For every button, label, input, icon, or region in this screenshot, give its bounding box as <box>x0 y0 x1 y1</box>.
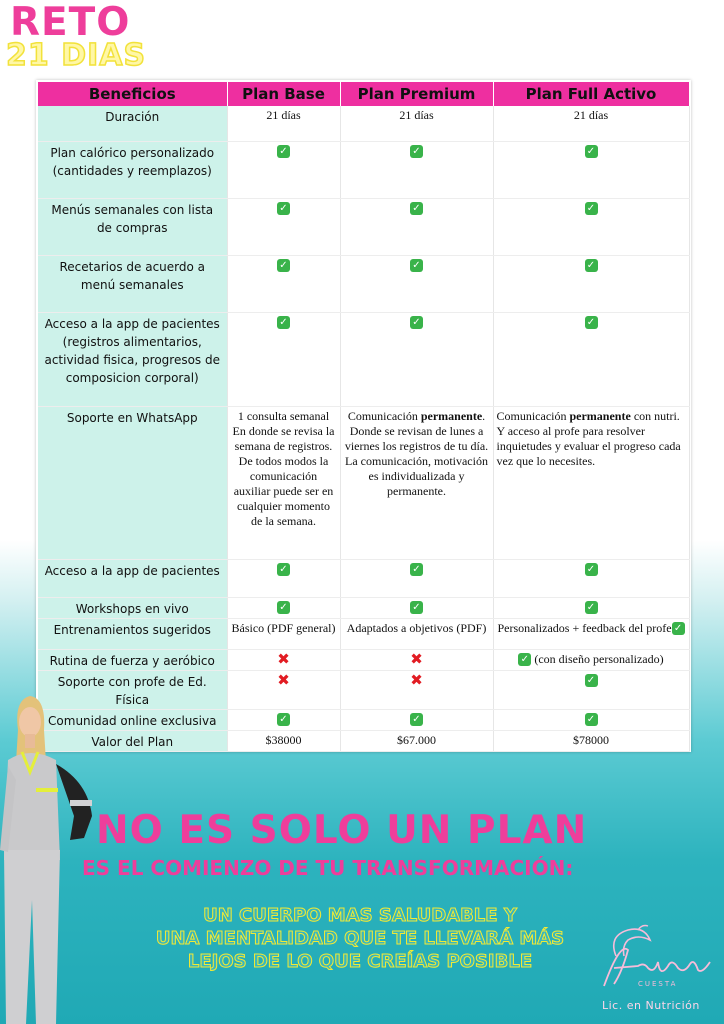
check-box-icon: ✓ <box>410 713 423 726</box>
slogan-line: LEJOS DE LO QUE CREÍAS POSIBLE <box>187 951 533 972</box>
cell-plan-base <box>227 649 340 670</box>
table-row <box>38 312 689 406</box>
table-row <box>38 141 689 198</box>
check-box-icon: ✓ <box>410 145 423 158</box>
table-row <box>38 106 689 141</box>
cell-plan-base: $38000 <box>227 730 340 751</box>
cell-plan-full-activo <box>493 670 689 709</box>
check-box-icon: ✓ <box>277 713 290 726</box>
cell-plan-base <box>227 670 340 709</box>
table-row <box>38 255 689 312</box>
cross-icon: ✖ <box>410 650 423 669</box>
table-row <box>38 597 689 618</box>
cell-plan-premium: $67.000 <box>340 730 493 751</box>
table-row <box>38 730 689 751</box>
check-box-icon: ✓ <box>585 259 598 272</box>
plans-comparison-table <box>36 80 691 752</box>
benefit-label: Valor del Plan <box>38 730 227 751</box>
benefit-label: Acceso a la app de pacientes <box>38 559 227 597</box>
benefit-label: Workshops en vivo <box>38 597 227 618</box>
cell-plan-base: 21 días <box>227 106 340 141</box>
cell-plan-premium: Comunicación permanente. Donde se revisan de lunes a viernes los registros de tu día. La comunicación, motivación es individualizada y permanente. <box>340 406 493 559</box>
svg-text:CUESTA: CUESTA <box>638 980 678 988</box>
check-box-icon: ✓ <box>585 316 598 329</box>
check-box-icon: ✓ <box>585 563 598 576</box>
check-box-icon: ✓ <box>277 316 290 329</box>
cell-plan-premium <box>340 198 493 255</box>
check-box-icon: ✓ <box>410 601 423 614</box>
cell-plan-full-activo <box>493 709 689 730</box>
headline: NO ES SOLO UN PLAN <box>96 808 588 853</box>
cell-plan-premium <box>340 597 493 618</box>
nutritionist-photo <box>0 690 100 1024</box>
cell-plan-base: 1 consulta semanal En donde se revisa la semana de registros. De todos modos la comunicación auxiliar puede ser en cualquier momento de la semana. <box>227 406 340 559</box>
check-box-icon: ✓ <box>277 601 290 614</box>
cell-plan-base <box>227 559 340 597</box>
slogan-line: UNA MENTALIDAD QUE TE LLEVARÁ MÁS <box>155 928 565 949</box>
cell-plan-full-activo <box>493 255 689 312</box>
table-row <box>38 406 689 559</box>
check-box-icon: ✓ <box>410 202 423 215</box>
cell-plan-full-activo: ✓ (con diseño personalizado) <box>493 649 689 670</box>
cross-icon: ✖ <box>277 650 290 669</box>
benefit-label: Duración <box>38 106 227 141</box>
check-box-icon: ✓ <box>585 601 598 614</box>
benefit-label: Rutina de fuerza y aeróbico <box>38 649 227 670</box>
check-box-icon: ✓ <box>518 653 531 666</box>
cell-plan-full-activo <box>493 141 689 198</box>
cell-plan-premium <box>340 649 493 670</box>
cross-icon: ✖ <box>410 671 423 690</box>
subheadline: ES EL COMIENZO DE TU TRANSFORMACIÓN: <box>82 856 574 880</box>
slogan <box>100 904 620 973</box>
benefit-label: Soporte en WhatsApp <box>38 406 227 559</box>
page-subtitle: 21 DIAS <box>6 38 147 73</box>
check-box-icon: ✓ <box>410 563 423 576</box>
cell-plan-premium <box>340 312 493 406</box>
table-header-row <box>38 82 689 106</box>
cell-plan-full-activo: Personalizados + feedback del profe ✓ <box>493 618 689 649</box>
table-row <box>38 618 689 649</box>
cell-plan-full-activo: 21 días <box>493 106 689 141</box>
cell-plan-base <box>227 709 340 730</box>
column-header-benefits: Beneficios <box>38 82 227 106</box>
table-row <box>38 649 689 670</box>
cell-plan-full-activo <box>493 559 689 597</box>
license-label: Lic. en Nutrición <box>602 999 700 1012</box>
cross-icon: ✖ <box>277 671 290 690</box>
table-row <box>38 559 689 597</box>
check-box-icon: ✓ <box>277 202 290 215</box>
cell-plan-premium <box>340 709 493 730</box>
check-box-icon: ✓ <box>277 259 290 272</box>
check-box-icon: ✓ <box>585 145 598 158</box>
check-box-icon: ✓ <box>585 202 598 215</box>
benefit-label: Plan calórico personalizado (cantidades y reemplazos) <box>38 141 227 198</box>
table-row <box>38 198 689 255</box>
cell-plan-base: Básico (PDF general) <box>227 618 340 649</box>
benefit-label: Soporte con profe de Ed. Física <box>38 670 227 709</box>
cell-plan-premium <box>340 255 493 312</box>
cell-plan-premium <box>340 670 493 709</box>
check-box-icon: ✓ <box>410 259 423 272</box>
cell-plan-full-activo: $78000 <box>493 730 689 751</box>
cell-plan-full-activo <box>493 312 689 406</box>
check-box-icon: ✓ <box>585 713 598 726</box>
cell-plan-full-activo: Comunicación permanente con nutri. Y acceso al profe para resolver inquietudes y evaluar el progreso cada vez que lo necesites. <box>493 406 689 559</box>
cell-plan-base <box>227 255 340 312</box>
cell-plan-base <box>227 312 340 406</box>
cell-plan-premium <box>340 559 493 597</box>
cell-plan-full-activo <box>493 198 689 255</box>
check-box-icon: ✓ <box>672 622 685 635</box>
check-box-icon: ✓ <box>277 563 290 576</box>
cell-plan-base <box>227 141 340 198</box>
table-row <box>38 709 689 730</box>
page-title: RETO <box>10 0 131 45</box>
column-header-plan-premium: Plan Premium <box>340 82 493 106</box>
column-header-plan-base: Plan Base <box>227 82 340 106</box>
benefit-label: Comunidad online exclusiva <box>38 709 227 730</box>
benefit-label: Acceso a la app de pacientes (registros alimentarios, actividad fisica, progresos de composicion corporal) <box>38 312 227 406</box>
check-box-icon: ✓ <box>277 145 290 158</box>
cell-plan-full-activo <box>493 597 689 618</box>
cell-plan-base <box>227 597 340 618</box>
check-box-icon: ✓ <box>410 316 423 329</box>
benefit-label: Entrenamientos sugeridos <box>38 618 227 649</box>
table-row <box>38 670 689 709</box>
slogan-line: UN CUERPO MAS SALUDABLE Y <box>203 905 517 926</box>
cell-plan-premium <box>340 141 493 198</box>
cell-plan-premium: Adaptados a objetivos (PDF) <box>340 618 493 649</box>
column-header-plan-full-activo: Plan Full Activo <box>493 82 689 106</box>
check-box-icon: ✓ <box>585 674 598 687</box>
cell-plan-base <box>227 198 340 255</box>
cell-plan-premium: 21 días <box>340 106 493 141</box>
benefit-label: Menús semanales con lista de compras <box>38 198 227 255</box>
signature-logo <box>598 922 722 1002</box>
benefit-label: Recetarios de acuerdo a menú semanales <box>38 255 227 312</box>
